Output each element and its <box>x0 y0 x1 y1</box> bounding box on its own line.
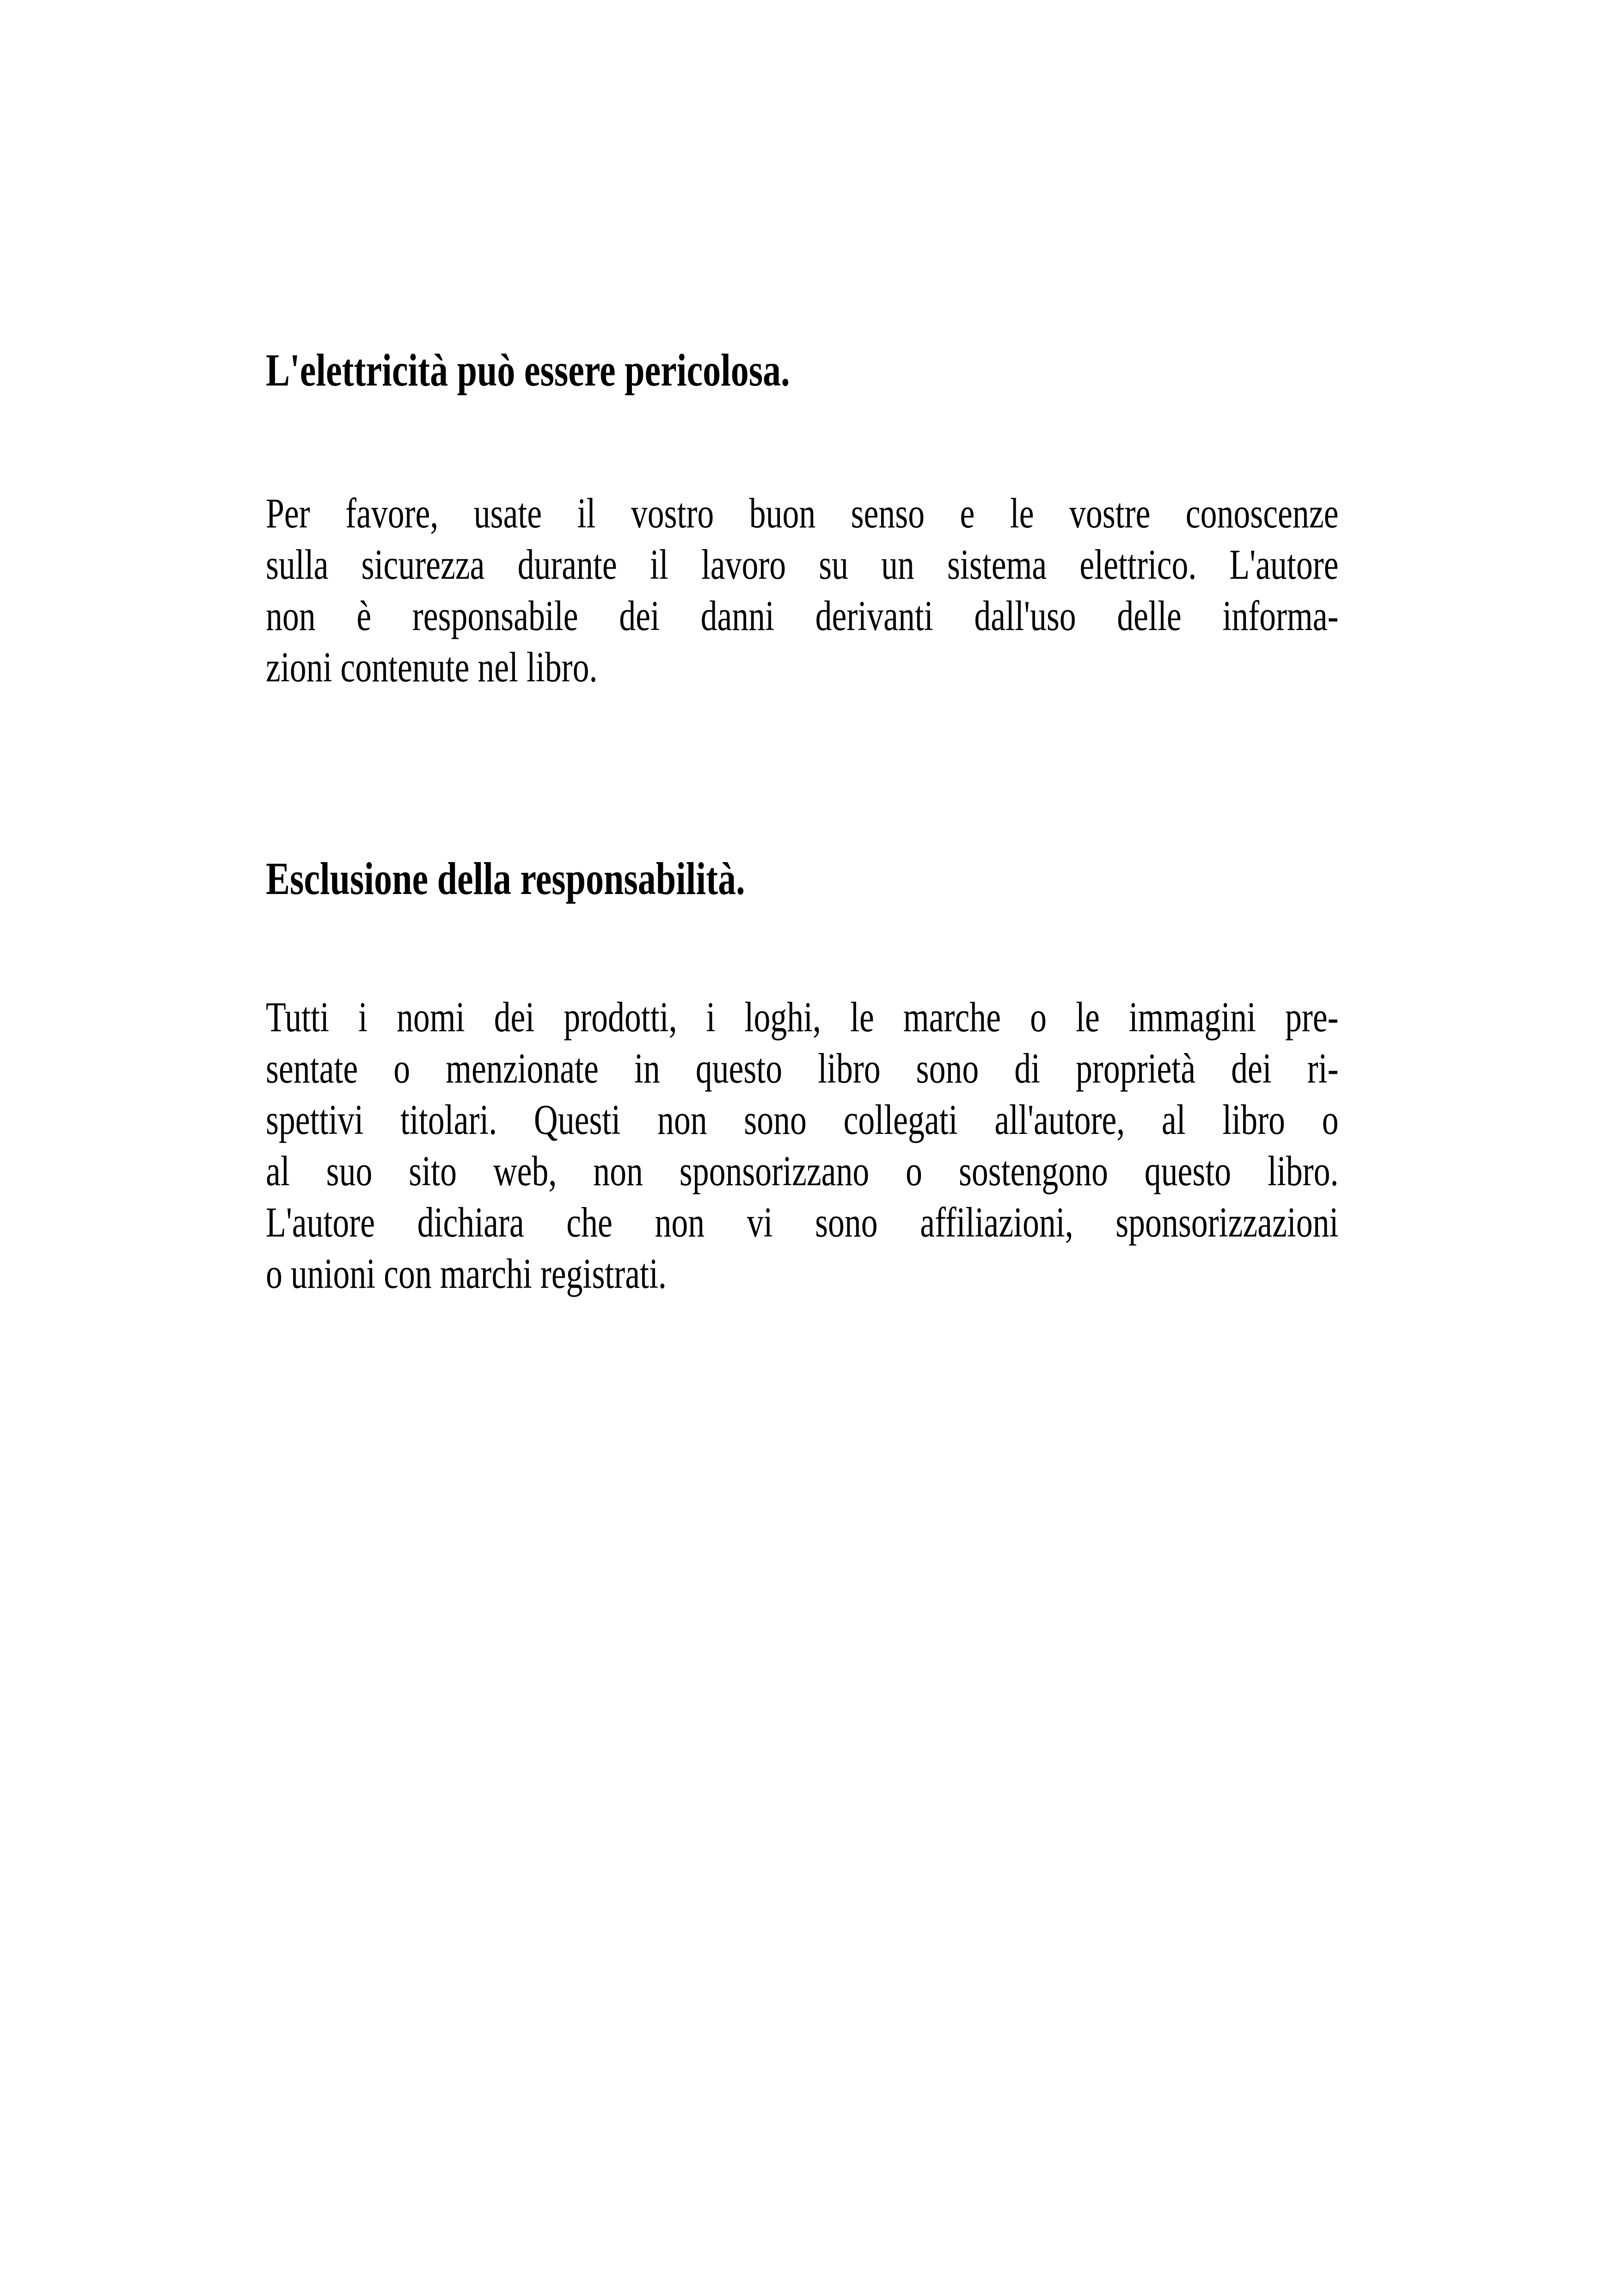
text-line: sentate o menzionate in questo libro sono di proprietà dei ri- <box>266 1045 1339 1092</box>
section-heading-electricity-warning: L'elettricità può essere pericolosa. <box>266 344 790 396</box>
text-line: L'autore dichiara che non vi sono affiliazioni, sponsorizzazioni <box>266 1199 1339 1246</box>
text-line: Tutti i nomi dei prodotti, i loghi, le marche o le immagini pre- <box>266 993 1339 1041</box>
paragraph-electricity-warning <box>266 488 1339 693</box>
text-line: sulla sicurezza durante il lavoro su un sistema elettrico. L'autore <box>266 541 1339 588</box>
text-line: Per favore, usate il vostro buon senso e le vostre conoscenze <box>266 490 1339 537</box>
text-line: zioni contenute nel libro. <box>266 643 598 691</box>
text-line: non è responsabile dei danni derivanti dall'uso delle informa- <box>266 592 1339 639</box>
section-heading-liability-exclusion: Esclusione della responsabilità. <box>266 853 745 904</box>
text-line: al suo sito web, non sponsorizzano o sostengono questo libro. <box>266 1147 1339 1194</box>
paragraph-liability-exclusion <box>266 992 1339 1299</box>
text-line: spettivi titolari. Questi non sono collegati all'autore, al libro o <box>266 1096 1339 1143</box>
text-line: o unioni con marchi registrati. <box>266 1250 667 1297</box>
